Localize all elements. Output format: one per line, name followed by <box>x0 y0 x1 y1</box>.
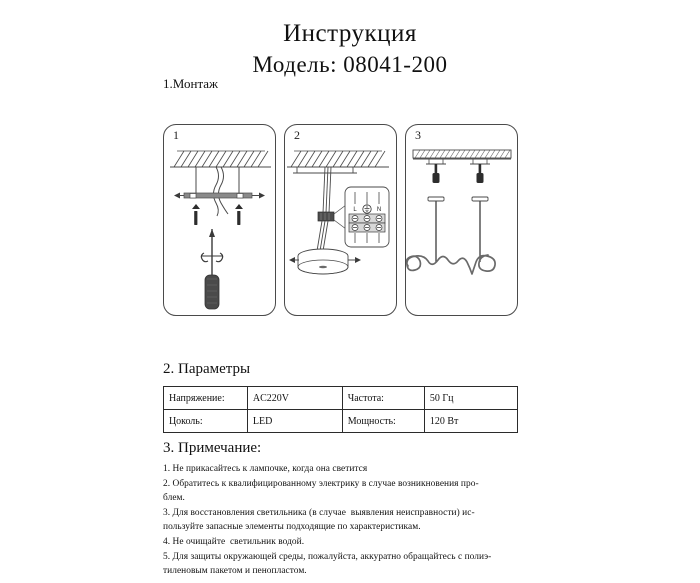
note-line: блем. <box>163 493 185 504</box>
panel-1-artwork <box>164 125 275 315</box>
note-line: 4. Не очищайте светильник водой. <box>163 536 305 547</box>
param-value-socket: LED <box>247 410 342 433</box>
svg-text:N: N <box>376 207 382 213</box>
note-line: тиленовым пакетом и пенопластом. <box>163 566 307 577</box>
panel-2-artwork <box>285 125 396 315</box>
param-key-socket: Цоколь: <box>164 410 248 433</box>
parameters-table <box>163 386 518 433</box>
note-line: 1. Не прикасайтесь к лампочке, когда она светится <box>163 464 368 474</box>
param-key-frequency: Частота: <box>342 387 424 410</box>
param-value-power: 120 Вт <box>424 410 517 433</box>
param-key-voltage: Напряжение: <box>164 387 248 410</box>
model-label: Модель: 08041-200 <box>252 52 448 77</box>
section-heading-mounting: 1.Монтаж <box>163 76 219 91</box>
note-line: 5. Для защиты окружающей среды, пожалуйста, аккуратно обращайтесь с полиэ- <box>163 551 492 562</box>
section-heading-parameters: 2. Параметры <box>163 361 251 377</box>
panel-1-number: 1 <box>173 128 179 142</box>
param-value-voltage: AC220V <box>247 387 342 410</box>
table-row <box>164 410 518 433</box>
section-heading-notes: 3. Примечание: <box>163 440 262 456</box>
diagram-panel-1 <box>163 124 276 316</box>
notes-list <box>163 462 523 579</box>
table-row <box>164 387 518 410</box>
note-line: 2. Обратитесь к квалифицированному электрику в случае возникновения про- <box>163 478 479 489</box>
param-key-power: Мощность: <box>342 410 424 433</box>
diagram-panel-group <box>163 124 518 316</box>
svg-text:L: L <box>353 207 357 213</box>
note-line: 3. Для восстановления светильника (в случае выявления неисправности) ис- <box>163 507 475 518</box>
diagram-panel-3 <box>405 124 518 316</box>
panel-3-artwork <box>406 125 517 315</box>
param-value-frequency: 50 Гц <box>424 387 517 410</box>
note-line: пользуйте запасные элементы подходящие по характеристикам. <box>163 522 421 533</box>
diagram-panel-2 <box>284 124 397 316</box>
page-title: Инструкция <box>283 20 417 47</box>
panel-3-number: 3 <box>415 128 421 142</box>
panel-2-number: 2 <box>294 128 300 142</box>
